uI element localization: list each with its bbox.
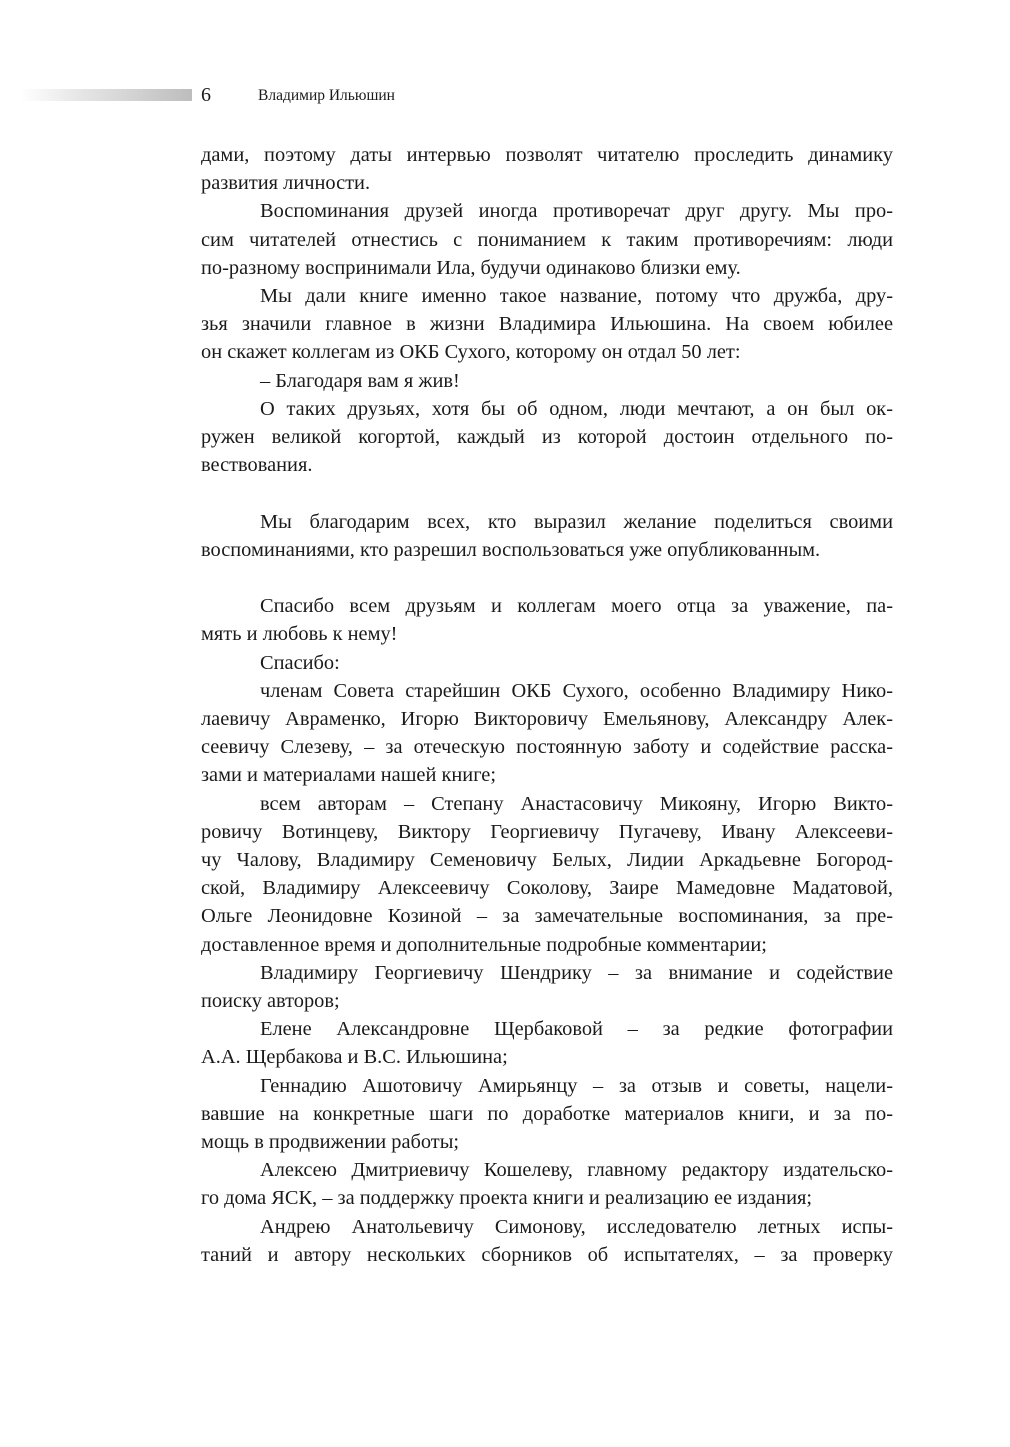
paragraph-line: го дома ЯСК, – за поддержку проекта книги и реализацию ее издания; xyxy=(201,1187,813,1210)
paragraph-line: ружен великой когортой, каждый из которой достоин отдельного по- xyxy=(201,426,893,449)
paragraph-line: – Благодаря вам я жив! xyxy=(260,369,460,392)
paragraph-gap xyxy=(201,479,893,507)
paragraph-line: О таких друзьях, хотя бы об одном, люди мечтают, а он был ок- xyxy=(260,397,893,420)
paragraph-gap xyxy=(201,564,893,592)
paragraph-line: вавшие на конкретные шаги по доработке материалов книги, и за по- xyxy=(201,1102,893,1125)
paragraph-line: Мы дали книге именно такое название, потому что дружба, дру- xyxy=(260,285,893,308)
paragraph-line: поиску авторов; xyxy=(201,990,340,1013)
running-head: Владимир Ильюшин xyxy=(258,87,395,104)
paragraph-line: членам Совета старейшин ОКБ Сухого, особенно Владимиру Нико- xyxy=(260,679,893,702)
paragraph-line: Алексею Дмитриевичу Кошелеву, главному редактору издательско- xyxy=(260,1159,893,1182)
paragraph-line: Мы благодарим всех, кто выразил желание поделиться своими xyxy=(260,510,893,533)
paragraph-line: он скажет коллегам из ОКБ Сухого, которому он отдал 50 лет: xyxy=(201,341,741,364)
page-number: 6 xyxy=(201,84,211,106)
paragraph-line: Елене Александровне Щербаковой – за редкие фотографии xyxy=(260,1018,893,1041)
paragraph-line: мять и любовь к нему! xyxy=(201,623,398,646)
paragraph-line: зья значили главное в жизни Владимира Ильюшина. На своем юбилее xyxy=(201,313,893,336)
paragraph-line: Спасибо: xyxy=(260,651,340,674)
paragraph-line: ровичу Вотинцеву, Виктору Георгиевичу Пугачеву, Ивану Алексееви- xyxy=(201,820,893,843)
paragraph-line: доставленное время и дополнительные подробные комментарии; xyxy=(201,933,767,956)
paragraph-line: Спасибо всем друзьям и коллегам моего отца за уважение, па- xyxy=(260,595,893,618)
paragraph-line: по-разному воспринимали Ила, будучи одинаково близки ему. xyxy=(201,256,741,279)
paragraph-line: Воспоминания друзей иногда противоречат друг другу. Мы про- xyxy=(260,200,893,223)
paragraph-line: таний и автору нескольких сборников об испытателях, – за проверку xyxy=(201,1243,893,1266)
header-gradient-bar xyxy=(20,89,192,101)
paragraph-line: зами и материалами нашей книге; xyxy=(201,764,497,787)
paragraph-line: всем авторам – Степану Анастасовичу Микояну, Игорю Викто- xyxy=(260,792,893,815)
body-text xyxy=(201,141,893,1269)
paragraph-line: Ольге Леонидовне Козиной – за замечательные воспоминания, за пре- xyxy=(201,905,893,928)
paragraph-line: развития личности. xyxy=(201,172,371,195)
paragraph-line: сим читателей отнестись с пониманием к таким противоречиям: люди xyxy=(201,228,893,251)
paragraph-line: ской, Владимиру Алексеевичу Соколову, Заире Мамедовне Мадатовой, xyxy=(201,877,893,900)
paragraph-line: вествования. xyxy=(201,454,313,477)
paragraph-line: лаевичу Авраменко, Игорю Викторовичу Емельянову, Александру Алек- xyxy=(201,708,893,731)
paragraph-line: А.А. Щербакова и В.С. Ильюшина; xyxy=(201,1046,508,1069)
paragraph-line: мощь в продвижении работы; xyxy=(201,1131,460,1154)
paragraph-line: Андрею Анатольевичу Симонову, исследователю летных испы- xyxy=(260,1215,893,1238)
paragraph-line: Геннадию Ашотовичу Амирьянцу – за отзыв и советы, нацели- xyxy=(260,1074,893,1097)
paragraph-line: чу Чалову, Владимиру Семеновичу Белых, Лидии Аркадьевне Богород- xyxy=(201,849,893,872)
paragraph-line: дами, поэтому даты интервью позволят читателю проследить динамику xyxy=(201,144,893,166)
paragraph-line: Владимиру Георгиевичу Шендрику – за внимание и содействие xyxy=(260,961,893,984)
paragraph-line: сеевичу Слезеву, – за отеческую постоянную заботу и содействие расска- xyxy=(201,736,893,759)
paragraph-line: воспоминаниями, кто разрешил воспользоваться уже опубликованным. xyxy=(201,538,821,561)
